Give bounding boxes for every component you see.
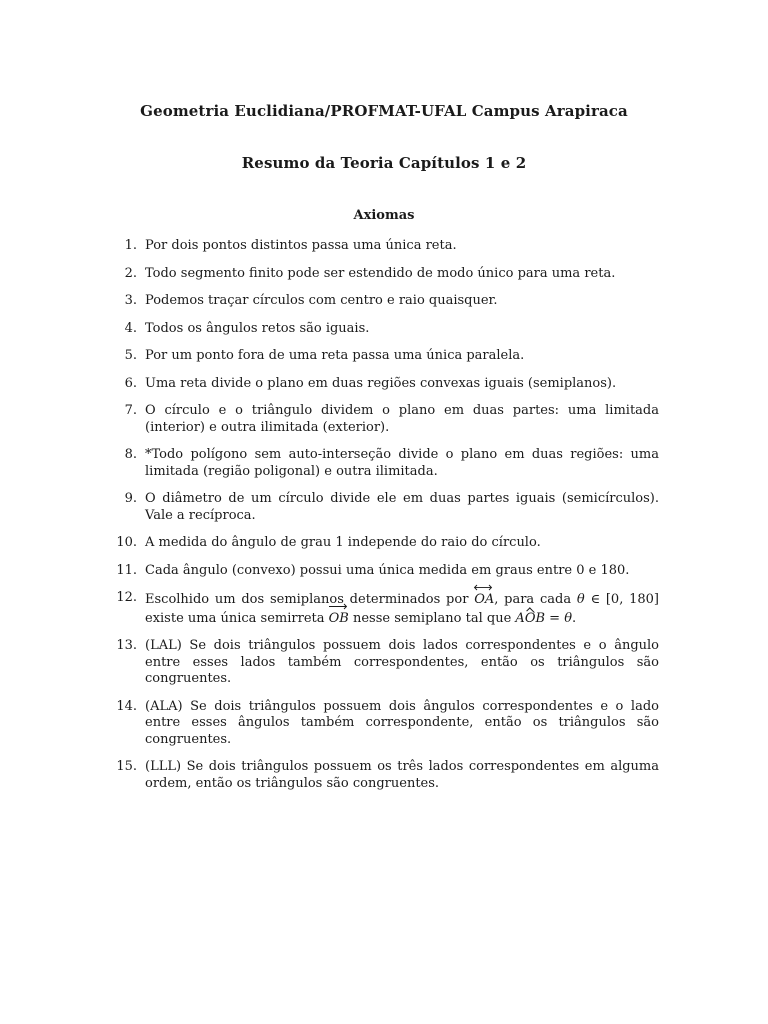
item-text: Por um ponto fora de uma reta passa uma única paralela.	[145, 348, 525, 363]
item-text: Por dois pontos distintos passa uma única reta.	[145, 238, 457, 253]
item-number: 12.	[116, 590, 137, 605]
item-number: 15.	[116, 759, 137, 774]
document-title: Geometria Euclidiana/PROFMAT-UFAL Campus Arapiraca	[140, 102, 628, 120]
item-text-part: Escolhido um dos semiplanos determinados por	[145, 592, 475, 607]
list-item	[110, 321, 659, 338]
item-number: 5.	[124, 348, 137, 363]
list-item	[110, 699, 659, 749]
item-number: 11.	[116, 562, 137, 578]
ray-ob-label: OB	[328, 610, 349, 626]
section-heading: Axiomas	[353, 208, 415, 223]
item-number: 13.	[116, 638, 137, 653]
item-number: 9.	[124, 491, 137, 506]
item-text: Podemos traçar círculos com centro e raio quaisquer.	[145, 293, 498, 308]
item-number: 8.	[124, 447, 137, 462]
theta-symbol: θ	[576, 592, 585, 607]
item-text: Cada ângulo (convexo) possui uma única medida em graus entre 0 e 180.	[145, 562, 630, 578]
list-item	[110, 491, 659, 524]
right-arrow-icon	[328, 603, 348, 610]
line-oa-label: OA	[474, 592, 495, 607]
item-text-part: , para cada	[494, 592, 577, 607]
list-item	[110, 447, 659, 480]
line-oa-symbol	[474, 590, 494, 609]
item-text: (ALA) Se dois triângulos possuem dois ângulos correspondentes e o lado entre esses ângulos também correspondente, então os triângulos são congruentes.	[145, 698, 659, 747]
item-text-part: nesse semiplano tal que	[348, 610, 516, 626]
ray-ob-symbol	[329, 609, 349, 628]
item-text: Todos os ângulos retos são iguais.	[145, 320, 370, 336]
angle-vertex-a: A	[515, 610, 525, 626]
angle-vertex-b: B	[535, 610, 546, 626]
item-text: A medida do ângulo de grau 1 independe do raio do círculo.	[145, 535, 541, 550]
item-text: *Todo polígono sem auto-interseção divide o plano em duas regiões: uma limitada (região poligonal) e outra ilimitada.	[145, 447, 659, 479]
item-text: Todo segmento finito pode ser estendido de modo único para uma reta.	[145, 265, 616, 281]
item-number: 10.	[116, 535, 137, 550]
item-text: O diâmetro de um círculo divide ele em duas partes iguais (semicírculos). Vale a recíproca.	[145, 491, 659, 523]
double-arrow-icon	[473, 584, 493, 591]
item-text-part: =	[545, 610, 565, 626]
item-text: (LAL) Se dois triângulos possuem dois lados correspondentes e o ângulo entre esses lados também correspondentes, então os triângulos são congruentes.	[145, 638, 659, 686]
item-number: 6.	[124, 375, 137, 391]
item-text-part: .	[572, 610, 577, 626]
list-item	[110, 238, 659, 255]
list-item	[110, 266, 659, 283]
item-number: 14.	[116, 698, 137, 714]
list-item	[110, 563, 659, 580]
item-number: 3.	[124, 293, 137, 308]
theta-symbol: θ	[564, 610, 573, 626]
list-item	[110, 535, 659, 552]
list-item	[110, 638, 659, 688]
document-subtitle: Resumo da Teoria Capítulos 1 e 2	[241, 154, 527, 172]
item-number: 4.	[124, 320, 137, 336]
item-text-part: ∈ [0, 180] existe uma única semirreta	[145, 592, 659, 626]
list-item	[110, 403, 659, 436]
list-item	[110, 759, 659, 792]
item-number: 1.	[124, 238, 137, 253]
list-item	[110, 293, 659, 310]
list-item	[110, 348, 659, 365]
list-item	[110, 590, 659, 627]
axiom-list	[110, 238, 659, 803]
item-text: O círculo e o triângulo dividem o plano em duas partes: uma limitada (interior) e outra ilimitada (exterior).	[145, 403, 659, 435]
angle-vertex-o: O	[524, 610, 536, 626]
item-text: Uma reta divide o plano em duas regiões convexas iguais (semiplanos).	[145, 375, 617, 391]
list-item	[110, 376, 659, 393]
item-text: (LLL) Se dois triângulos possuem os três lados correspondentes em alguma ordem, então os triângulos são congruentes.	[145, 759, 659, 791]
item-number: 7.	[124, 403, 137, 418]
item-number: 2.	[124, 265, 137, 281]
